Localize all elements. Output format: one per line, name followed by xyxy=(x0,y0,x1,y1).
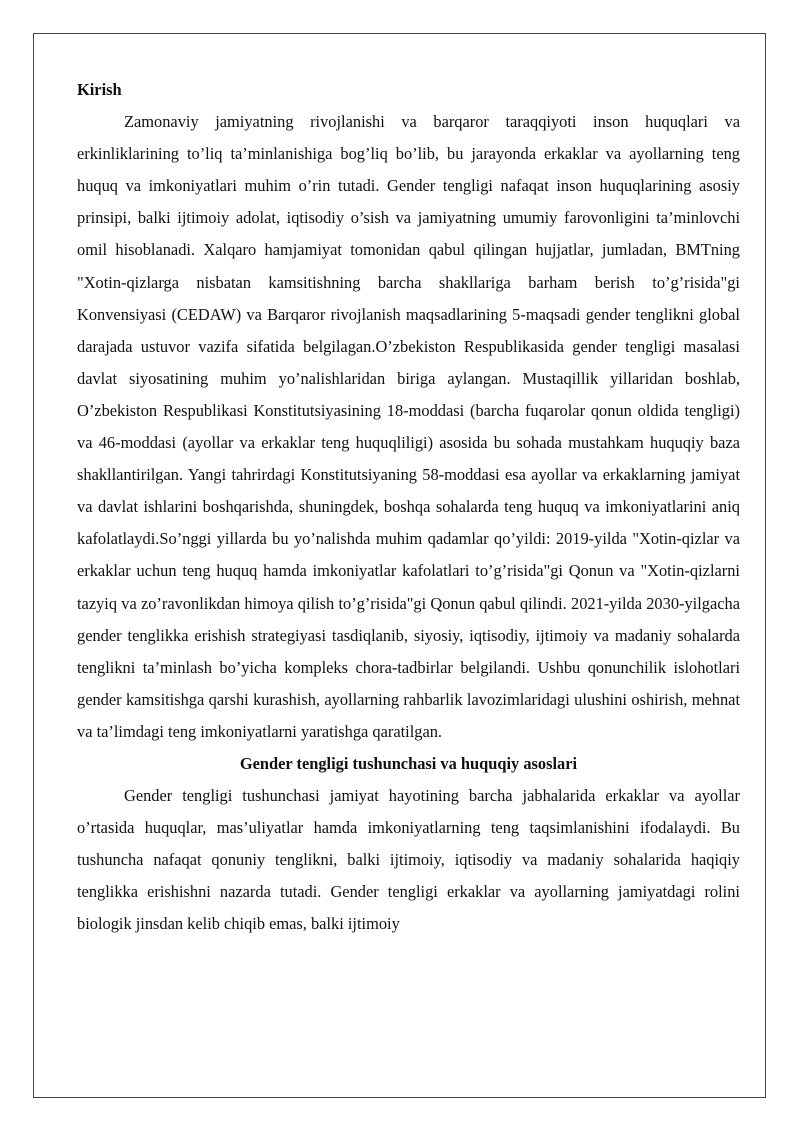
section-heading: Gender tengligi tushunchasi va huquqiy asoslari xyxy=(239,753,578,773)
document-body xyxy=(77,74,740,941)
intro-heading: Kirish xyxy=(77,80,122,99)
intro-paragraph: Zamonaviy jamiyatning rivojlanishi va barqaror taraqqiyoti inson huquqlari va erkinliklarining to’liq ta’minlanishiga bog’liq bo’lib, bu jarayonda erkaklar va ayollarning teng huquq va imkoniyatlari muhim o’rin tutadi. Gender tengligi nafaqat inson huquqlarining asosiy prinsipi, balki ijtimoiy adolat, iqtisodiy o’sish va jamiyatning umumiy farovonligini ta’minlovchi omil hisoblanadi. Xalqaro hamjamiyat tomonidan qabul qilingan hujjatlar, jumladan, BMTning "Xotin-qizlarga nisbatan kamsitishning barcha shakllariga barham berish to’g’risida"gi Konvensiyasi (CEDAW) va Barqaror rivojlanish maqsadlarining 5-maqsadi gender tenglikni global darajada ustuvor vazifa sifatida belgilagan.O’zbekiston Respublikasida gender tengligi masalasi davlat siyosatining muhim yo’nalishlaridan biriga aylangan. Mustaqillik yillaridan boshlab, O’zbekiston Respublikasi Konstitutsiyasining 18-moddasi (barcha fuqarolar qonun oldida tengligi) va 46-moddasi (ayollar va erkaklar teng huquqliligi) asosida bu sohada mustahkam huquqiy baza shakllantirilgan. Yangi tahrirdagi Konstitutsiyaning 58-moddasi esa ayollar va erkaklarning jamiyat va davlat ishlarini boshqarishda, shuningdek, boshqa sohalarda teng huquq va imkoniyatlarini aniq kafolatlaydi.So’nggi yillarda bu yo’nalishda muhim qadamlar qo’yildi: 2019-yilda "Xotin-qizlar va erkaklar uchun teng huquq hamda imkoniyatlar kafolatlari to’g’risida"gi Qonun va "Xotin-qizlarni tazyiq va zo’ravonlikdan himoya qilish to’g’risida"gi Qonun qabul qilindi. 2021-yilda 2030-yilgacha gender tenglikka erishish strategiyasi tasdiqlanib, siyosiy, iqtisodiy, ijtimoiy va madaniy sohalarda tenglikni ta’minlash bo’yicha kompleks chora-tadbirlar belgilandi. Ushbu qonunchilik islohotlari gender kamsitishga qarshi kurashish, ayollarning rahbarlik lavozimlaridagi ulushini oshirish, mehnat va ta’limdagi teng imkoniyatlarni yaratishga qaratilgan. xyxy=(77,112,740,741)
section-paragraph: Gender tengligi tushunchasi jamiyat hayotining barcha jabhalarida erkaklar va ayollar o’rtasida huquqlar, mas’uliyatlar hamda imkoniyatlarning teng taqsimlanishini ifodalaydi. Bu tushuncha nafaqat qonuniy tenglikni, balki ijtimoiy, iqtisodiy va madaniy sohalarida haqiqiy tenglikka erishishni nazarda tutadi. Gender tengligi erkaklar va ayollarning jamiyatdagi rolini biologik jinsdan kelib chiqib emas, balki ijtimoiy xyxy=(77,786,740,934)
